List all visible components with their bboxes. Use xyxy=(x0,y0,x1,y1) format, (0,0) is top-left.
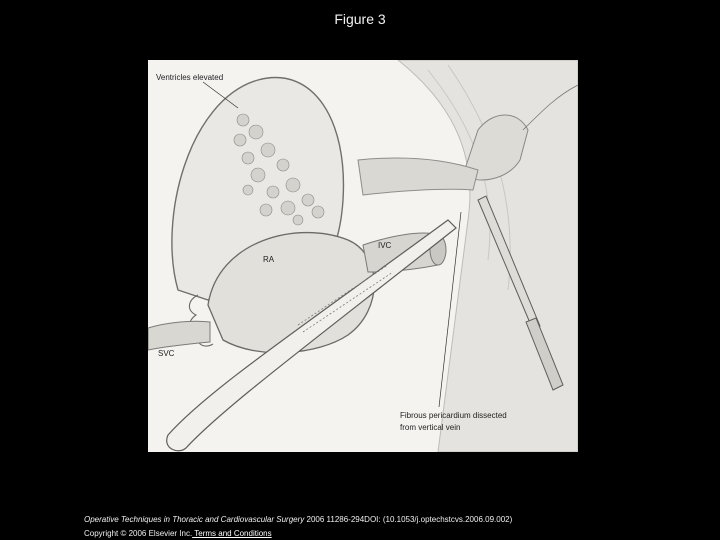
label-pericardium-line2: from vertical vein xyxy=(400,423,461,432)
figure-title: Figure 3 xyxy=(334,11,386,27)
copyright-text: Copyright © 2006 Elsevier Inc. xyxy=(84,529,193,538)
terms-link[interactable]: Terms and Conditions xyxy=(192,529,272,538)
label-pericardium-line1: Fibrous pericardium dissected xyxy=(400,411,507,420)
label-ivc: IVC xyxy=(378,241,392,250)
label-ra: RA xyxy=(263,255,275,264)
citation-details: 2006 11286-294DOI: (10.1053/j.optechstcvs.2006.09.002) xyxy=(304,515,513,524)
label-svc: SVC xyxy=(158,349,175,358)
surgical-illustration xyxy=(148,60,578,452)
citation xyxy=(84,515,512,524)
heart-drawing xyxy=(148,60,578,452)
copyright-line xyxy=(84,529,272,538)
label-ventricles: Ventricles elevated xyxy=(156,73,224,82)
journal-name: Operative Techniques in Thoracic and Cardiovascular Surgery xyxy=(84,515,305,524)
